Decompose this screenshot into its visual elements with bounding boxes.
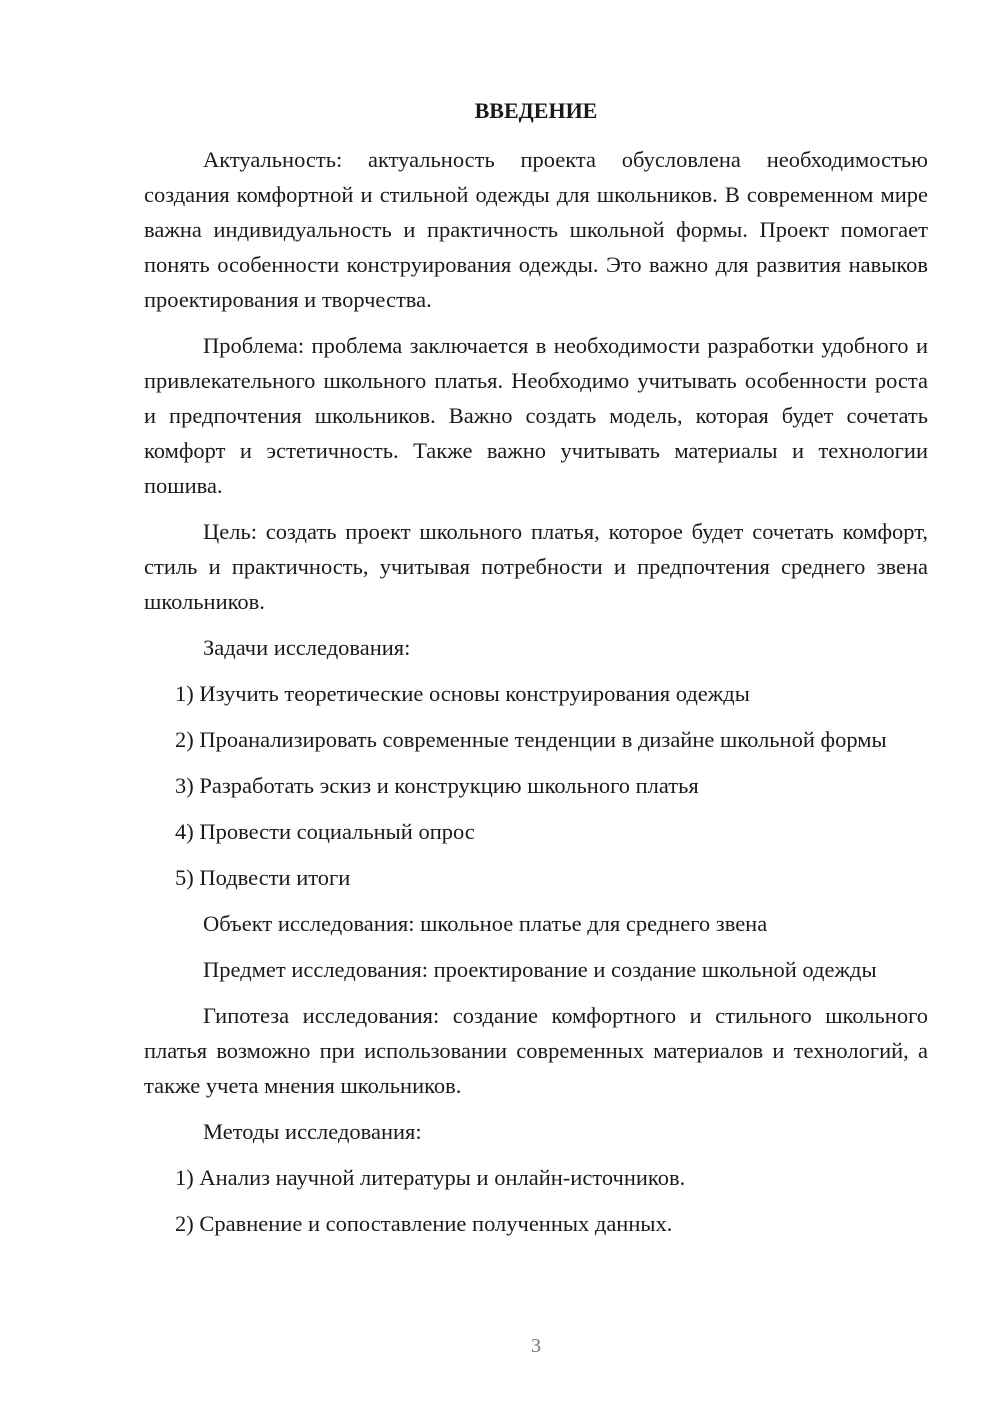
object-paragraph: Объект исследования: школьное платье для среднего звена (203, 911, 768, 936)
task-item: 1) Изучить теоретические основы конструирования одежды (175, 681, 750, 706)
page-title: ВВЕДЕНИЕ (474, 98, 598, 123)
problem-paragraph: Проблема: проблема заключается в необходимости разработки удобного и привлекательного школьного платья. Необходимо учитывать особенности роста и предпочтения школьников. Важно создать модель, которая будет сочетать комфорт и эстетичность. Также важно учитывать материалы и технологии пошива. (144, 333, 928, 498)
page-number: 3 (531, 1335, 541, 1357)
goal-paragraph: Цель: создать проект школьного платья, которое будет сочетать комфорт, стиль и практичность, учитывая потребности и предпочтения среднего звена школьников. (144, 519, 928, 614)
task-item: 2) Проанализировать современные тенденции в дизайне школьной формы (175, 727, 887, 752)
method-item: 1) Анализ научной литературы и онлайн-источников. (175, 1165, 686, 1190)
method-item: 2) Сравнение и сопоставление полученных данных. (175, 1211, 673, 1236)
tasks-heading: Задачи исследования: (203, 635, 411, 660)
task-item: 5) Подвести итоги (175, 865, 351, 890)
relevance-paragraph: Актуальность: актуальность проекта обусловлена необходимостью создания комфортной и стильной одежды для школьников. В современном мире важна индивидуальность и практичность школьной формы. Проект помогает понять особенности конструирования одежды. Это важно для развития навыков проектирования и творчества. (144, 147, 928, 312)
task-item: 3) Разработать эскиз и конструкцию школьного платья (175, 773, 699, 798)
task-item: 4) Провести социальный опрос (175, 819, 475, 844)
subject-paragraph: Предмет исследования: проектирование и создание школьной одежды (203, 957, 877, 982)
hypothesis-paragraph: Гипотеза исследования: создание комфортного и стильного школьного платья возможно при использовании современных материалов и технологий, а также учета мнения школьников. (144, 1003, 928, 1098)
page-body (144, 93, 928, 1252)
methods-heading: Методы исследования: (203, 1119, 422, 1144)
